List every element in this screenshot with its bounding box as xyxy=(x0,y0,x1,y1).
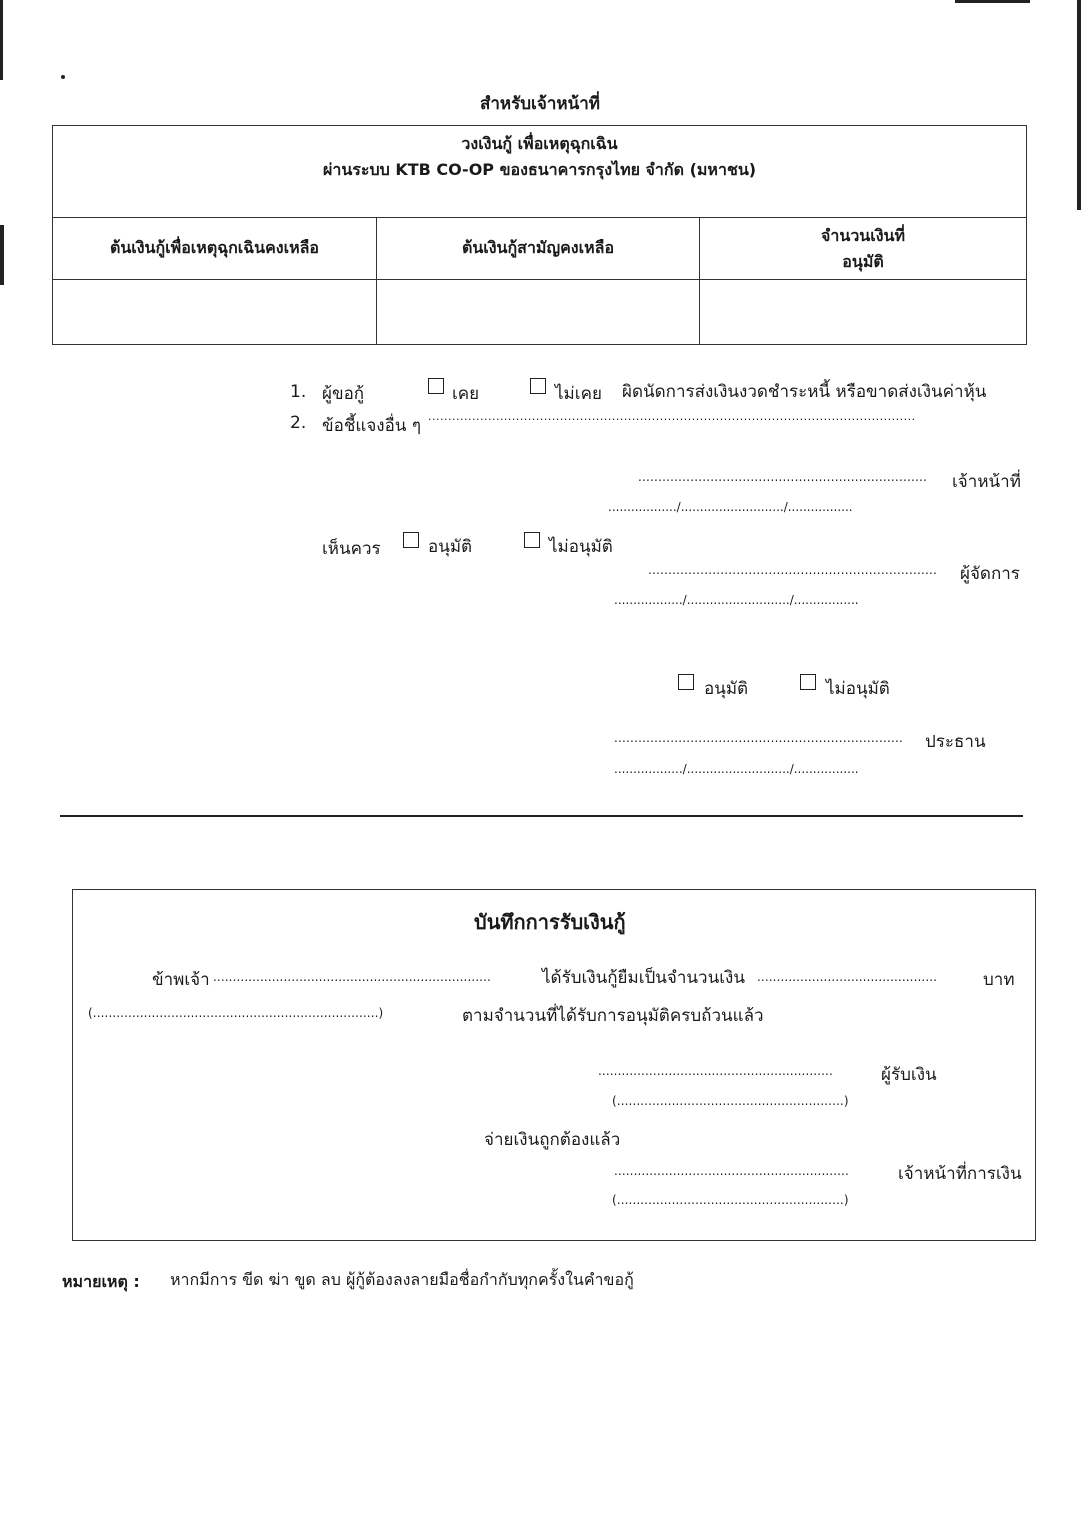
approval-table xyxy=(52,125,1027,345)
receipt-received-text: ได้รับเงินกู้ยืมเป็นจำนวนเงิน xyxy=(542,968,745,988)
option-ever-label: เคย xyxy=(452,384,480,404)
page-title: สำหรับเจ้าหน้าที่ xyxy=(480,94,600,114)
item2-label: ข้อชี้แจงอื่น ๆ xyxy=(322,416,421,436)
finance-name-line[interactable]: (..........................................................) xyxy=(612,1193,849,1207)
checkbox-chairman-reject[interactable] xyxy=(800,674,816,690)
item1-number: 1. xyxy=(290,382,307,402)
chairman-date-line[interactable]: ................../.........................../................. xyxy=(614,762,859,776)
note-text: หากมีการ ขีด ฆ่า ขูด ลบ ผู้กู้ต้องลงลายมือชื่อกำกับทุกครั้งในคำขอกู้ xyxy=(170,1270,634,1289)
option-never-label: ไม่เคย xyxy=(555,384,602,404)
item2-fill-line[interactable]: .......................................................................................................................... xyxy=(428,410,916,423)
receipt-prefix: ข้าพเจ้า xyxy=(152,970,210,990)
chairman-approve-label: อนุมัติ xyxy=(704,679,749,699)
manager-approve-label: อนุมัติ xyxy=(428,537,473,557)
receipt-approved-text: ตามจำนวนที่ได้รับการอนุมัติครบถ้วนแล้ว xyxy=(462,1006,764,1026)
col-header-emergency-balance: ต้นเงินกู้เพื่อเหตุฉุกเฉินคงเหลือ xyxy=(53,218,377,280)
checkbox-manager-reject[interactable] xyxy=(524,532,540,548)
amount-line[interactable]: .............................................. xyxy=(757,970,938,984)
section-divider xyxy=(60,815,1023,817)
chairman-reject-label: ไม่อนุมัติ xyxy=(826,679,890,699)
chairman-signature-line[interactable]: ........................................................................ xyxy=(614,731,904,745)
checkbox-chairman-approve[interactable] xyxy=(678,674,694,690)
receiver-title: ผู้รับเงิน xyxy=(881,1065,937,1085)
checkbox-never[interactable] xyxy=(530,378,546,394)
manager-title: ผู้จัดการ xyxy=(960,564,1020,584)
scan-edge-left-mark xyxy=(0,225,4,285)
cell-ordinary-balance[interactable] xyxy=(377,280,700,345)
col-header-approved-line1: จำนวนเงินที่ xyxy=(821,225,905,245)
manager-date-line[interactable]: ................../.........................../................. xyxy=(614,593,859,607)
checkbox-ever[interactable] xyxy=(428,378,444,394)
item2-number: 2. xyxy=(290,413,307,433)
amount-in-words-line[interactable]: (.........................................................................) xyxy=(88,1006,384,1020)
table-title-line1: วงเงินกู้ เพื่อเหตุฉุกเฉิน xyxy=(461,133,618,153)
scan-edge-right xyxy=(1077,0,1081,210)
col-header-approved-line2: อนุมัติ xyxy=(842,251,884,271)
officer-date-line[interactable]: ................../.........................../................. xyxy=(608,500,853,514)
baht-label: บาท xyxy=(983,970,1015,990)
officer-title: เจ้าหน้าที่ xyxy=(952,472,1021,492)
cell-approved-amount[interactable] xyxy=(700,280,1027,345)
receipt-title: บันทึกการรับเงินกู้ xyxy=(474,910,626,934)
checkbox-manager-approve[interactable] xyxy=(403,532,419,548)
finance-title: เจ้าหน้าที่การเงิน xyxy=(898,1164,1022,1184)
scan-edge-left xyxy=(0,0,3,80)
receiver-name-line[interactable]: (..........................................................) xyxy=(612,1094,849,1108)
scan-edge-top xyxy=(955,0,1030,3)
item1-description: ผิดนัดการส่งเงินงวดชำระหนี้ หรือขาดส่งเงินค่าหุ้น xyxy=(622,382,987,402)
table-title-line2: ผ่านระบบ KTB CO-OP ของธนาคารกรุงไทย จำกัด (มหาชน) xyxy=(322,159,757,179)
manager-signature-line[interactable]: ........................................................................ xyxy=(648,563,938,577)
finance-signature-line[interactable]: ............................................................ xyxy=(614,1164,849,1178)
paid-correct-text: จ่ายเงินถูกต้องแล้ว xyxy=(484,1130,621,1150)
receiver-signature-line[interactable]: ............................................................ xyxy=(598,1064,833,1078)
cell-emergency-balance[interactable] xyxy=(53,280,377,345)
manager-reject-label: ไม่อนุมัติ xyxy=(549,537,613,557)
item1-label: ผู้ขอกู้ xyxy=(322,384,365,404)
col-header-approved-amount xyxy=(700,218,1027,280)
col-header-ordinary-balance: ต้นเงินกู้สามัญคงเหลือ xyxy=(377,218,700,280)
note-label: หมายเหตุ : xyxy=(62,1272,140,1291)
borrower-name-line[interactable]: ....................................................................... xyxy=(213,970,491,984)
approval-table-header xyxy=(53,126,1027,218)
chairman-title: ประธาน xyxy=(925,732,986,752)
manager-opinion-label: เห็นควร xyxy=(322,539,381,559)
officer-signature-line[interactable]: ........................................................................ xyxy=(638,470,928,484)
scan-dot xyxy=(61,75,65,79)
